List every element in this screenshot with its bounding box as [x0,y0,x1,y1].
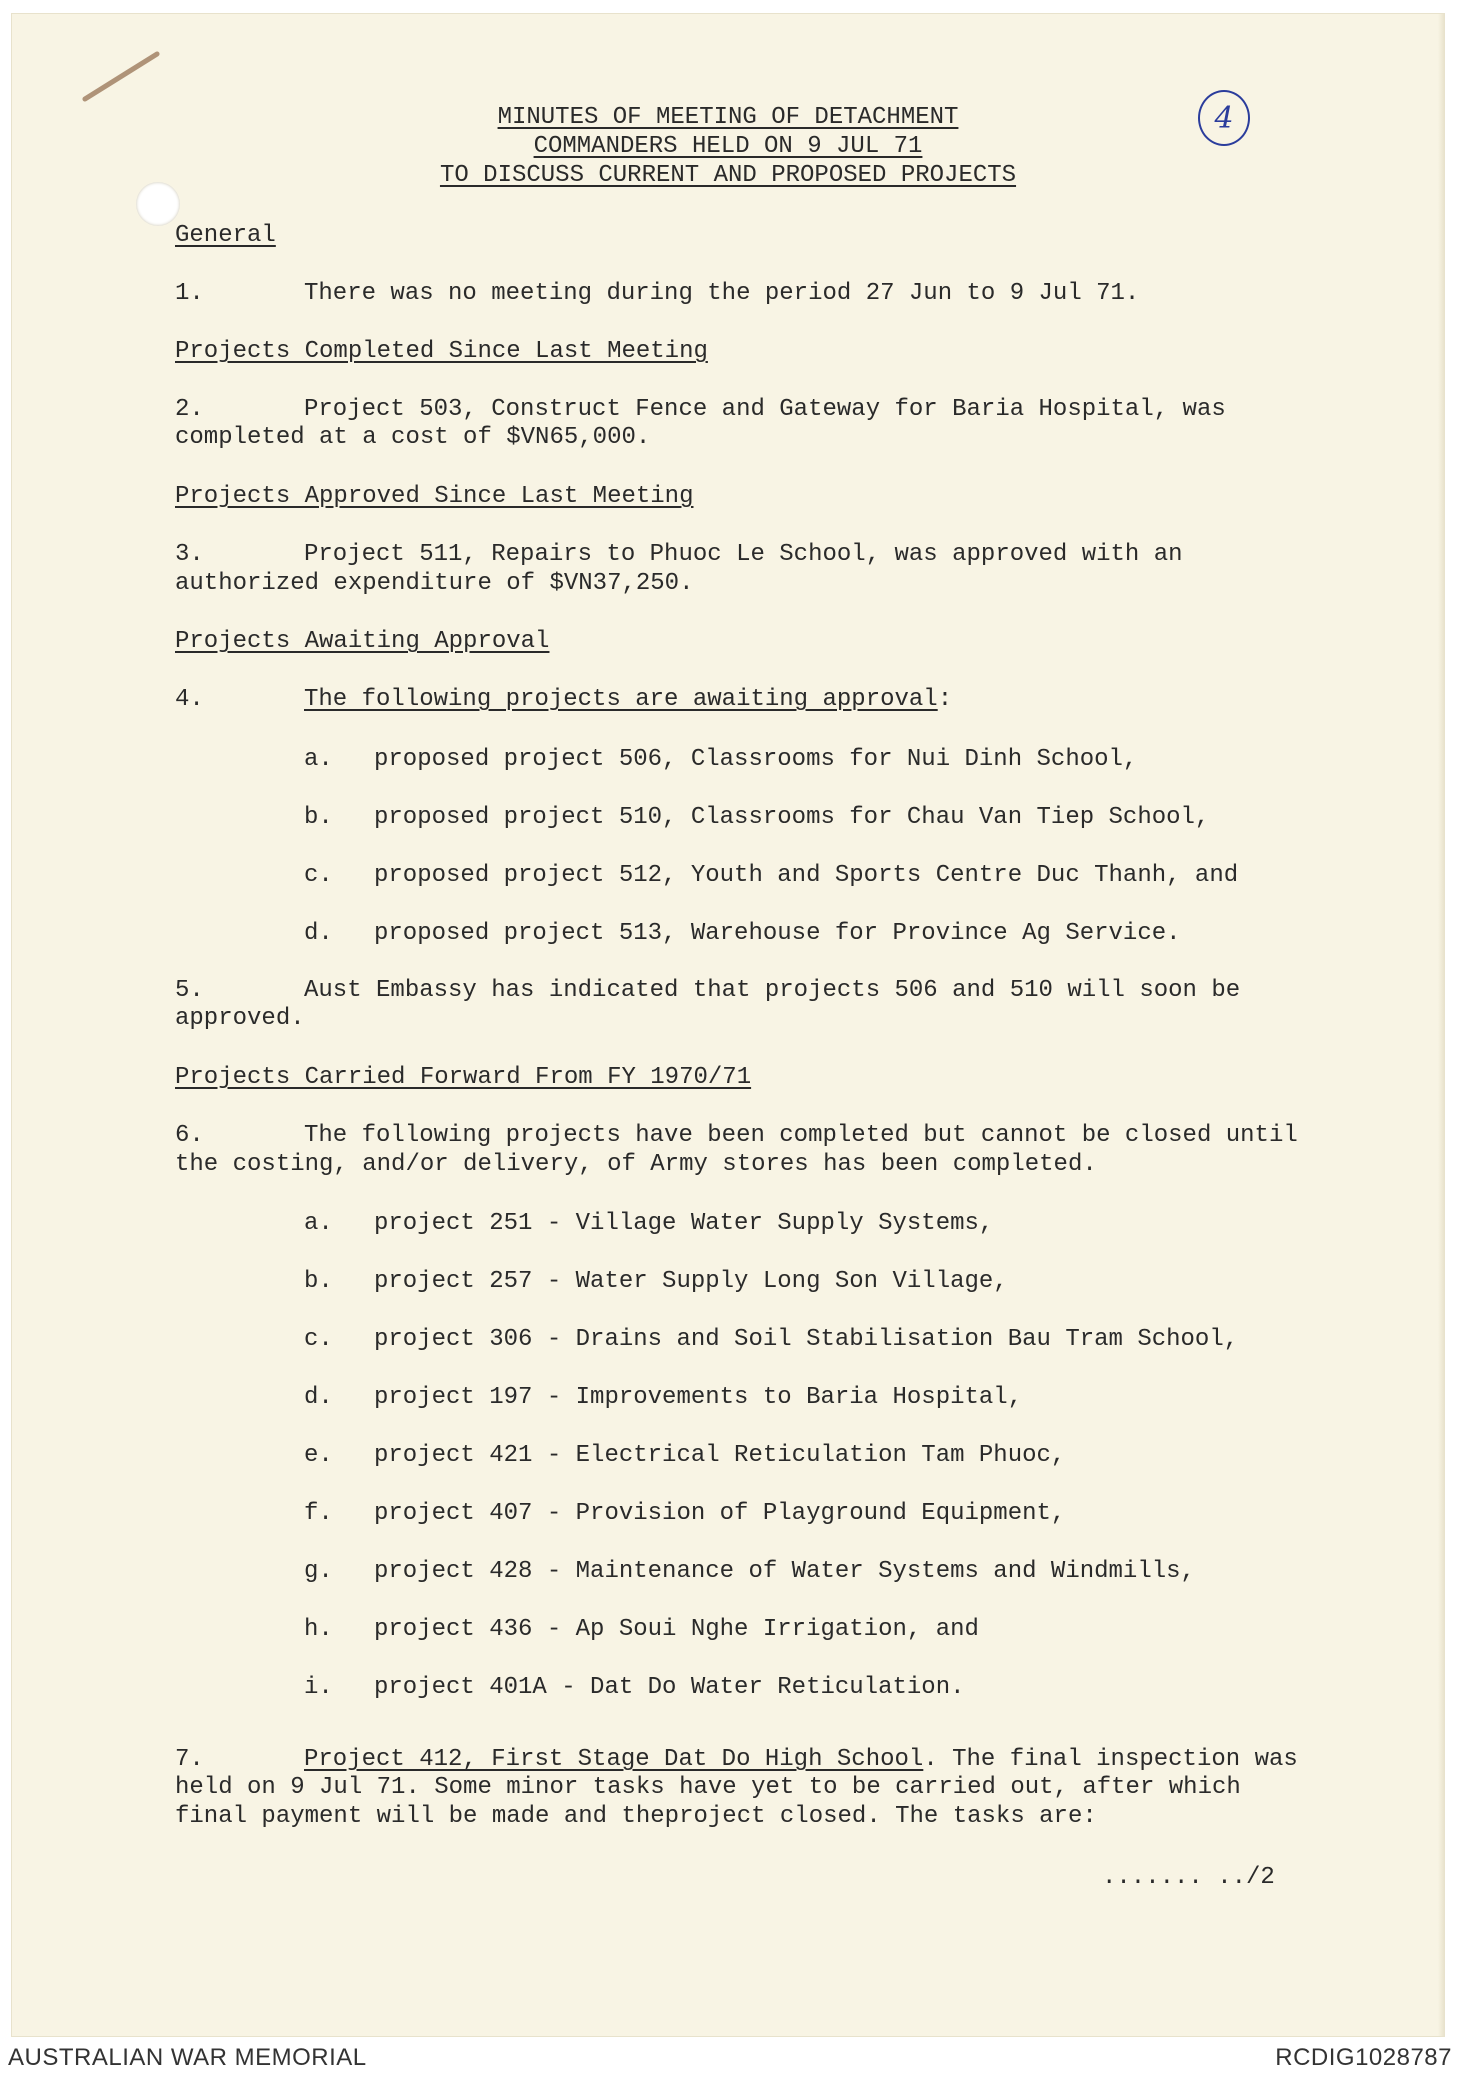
list-item-label: b. [304,804,333,831]
rust-stain [82,51,161,103]
para-4-number: 4. [175,686,204,713]
para-1-text: There was no meeting during the period 27 Jun to 9 Jul 71. [304,280,1140,307]
para-4-text [304,686,952,714]
page-edge-shadow [1438,14,1444,2036]
para-2-number: 2. [175,396,204,423]
para-3-line-1: Project 511, Repairs to Phuoc Le School, was approved with an [304,541,1183,568]
para-7-underlined-title: Project 412, First Stage Dat Do High School [304,1746,924,1773]
list-item-text: project 401A - Dat Do Water Reticulation. [374,1674,965,1701]
list-item-label: h. [304,1616,333,1643]
para-6-number: 6. [175,1122,204,1149]
para-5-line-1: Aust Embassy has indicated that projects 506 and 510 will soon be [304,977,1241,1004]
footer-record-id: RCDIG1028787 [1275,2044,1452,2071]
continuation-marker: ....... ../2 [1102,1864,1275,1891]
para-4-underlined: The following projects are awaiting approval [304,686,938,713]
list-item-text: proposed project 506, Classrooms for Nui Dinh School, [374,746,1138,773]
list-item-label: i. [304,1674,333,1701]
para-1-number: 1. [175,280,204,307]
list-item-label: d. [304,920,333,947]
para-7-line-3: final payment will be made and theproject closed. The tasks are: [175,1803,1097,1830]
heading-projects-carried-forward: Projects Carried Forward From FY 1970/71 [175,1064,752,1091]
heading-projects-awaiting: Projects Awaiting Approval [175,628,550,655]
heading-projects-approved: Projects Approved Since Last Meeting [175,483,694,510]
para-7-line-1-rest: . The final inspection was [923,1746,1298,1773]
list-item-label: a. [304,746,333,773]
para-2-line-1: Project 503, Construct Fence and Gateway for Baria Hospital, was [304,396,1226,423]
list-item-label: c. [304,862,333,889]
list-item-label: c. [304,1326,333,1353]
list-item-text: project 197 - Improvements to Baria Hospital, [374,1384,1023,1411]
list-item-text: project 428 - Maintenance of Water Systems and Windmills, [374,1558,1195,1585]
heading-general: General [175,222,276,249]
list-item-label: b. [304,1268,333,1295]
list-item-text: proposed project 512, Youth and Sports Centre Duc Thanh, and [374,862,1239,889]
list-item-label: f. [304,1500,333,1527]
para-2-line-2: completed at a cost of $VN65,000. [175,424,651,451]
para-6-line-1: The following projects have been completed but cannot be closed until [304,1122,1298,1149]
para-7-line-1 [304,1746,1298,1774]
para-3-number: 3. [175,541,204,568]
para-6-line-2: the costing, and/or delivery, of Army stores has been completed. [175,1151,1097,1178]
title-line-3: TO DISCUSS CURRENT AND PROPOSED PROJECTS [439,162,1017,189]
list-item-text: project 407 - Provision of Playground Equipment, [374,1500,1066,1527]
para-3-line-2: authorized expenditure of $VN37,250. [175,570,694,597]
list-item-label: e. [304,1442,333,1469]
title-line-1: MINUTES OF MEETING OF DETACHMENT [497,104,959,131]
heading-projects-completed: Projects Completed Since Last Meeting [175,338,708,365]
list-item-label: a. [304,1210,333,1237]
document-page [12,14,1444,2036]
list-item-text: project 251 - Village Water Supply Systems, [374,1210,994,1237]
list-item-text: project 306 - Drains and Soil Stabilisation Bau Tram School, [374,1326,1239,1353]
list-item-label: g. [304,1558,333,1585]
list-item-text: project 257 - Water Supply Long Son Village, [374,1268,1008,1295]
footer-source: AUSTRALIAN WAR MEMORIAL [8,2044,367,2071]
para-5-line-2: approved. [175,1005,305,1032]
para-4-colon: : [937,686,953,713]
list-item-text: proposed project 513, Warehouse for Province Ag Service. [374,920,1181,947]
para-7-number: 7. [175,1746,204,1773]
para-5-number: 5. [175,977,204,1004]
title-line-2: COMMANDERS HELD ON 9 JUL 71 [533,133,923,160]
list-item-text: proposed project 510, Classrooms for Chau Van Tiep School, [374,804,1210,831]
list-item-text: project 421 - Electrical Reticulation Tam Phuoc, [374,1442,1066,1469]
list-item-text: project 436 - Ap Soui Nghe Irrigation, and [374,1616,979,1643]
list-item-label: d. [304,1384,333,1411]
para-7-line-2: held on 9 Jul 71. Some minor tasks have yet to be carried out, after which [175,1774,1241,1801]
handwritten-page-number: 4 [1198,90,1250,146]
